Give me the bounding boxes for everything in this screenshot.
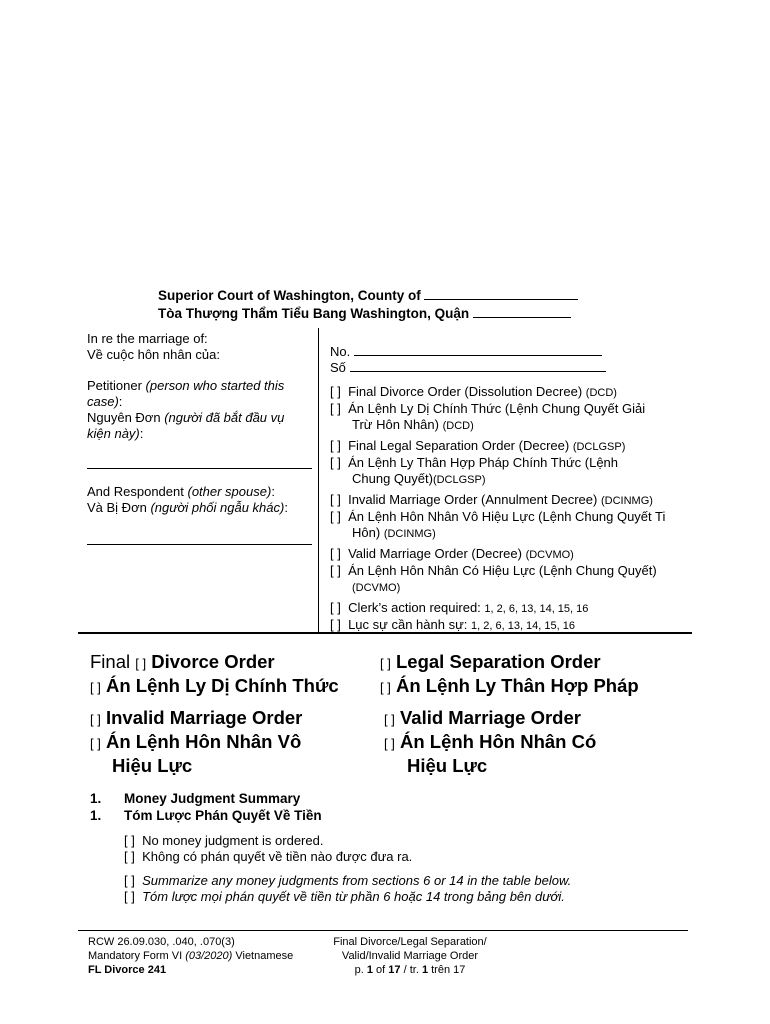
option-invalid-marriage-vi[interactable]: [ ] Án Lệnh Hôn Nhân Vô Hiệu Lực (Lệnh Chung Quyết Ti bbox=[330, 509, 666, 524]
footer-rule bbox=[78, 930, 688, 931]
title-divorce-vi: [ ] Án Lệnh Ly Dị Chính Thức bbox=[90, 675, 339, 696]
no-judgment-block bbox=[124, 833, 571, 905]
title-valid-checkbox[interactable]: [ ] bbox=[384, 712, 395, 727]
title-valid-en: [ ] Valid Marriage Order bbox=[384, 707, 581, 728]
option-legal-separation-en[interactable]: [ ] Final Legal Separation Order (Decree) (DCLGSP) bbox=[330, 438, 626, 453]
petitioner-name-line[interactable] bbox=[87, 468, 312, 469]
option-valid-marriage-vi-cont: (DCVMO) bbox=[352, 582, 401, 594]
section-1-number-en: 1. bbox=[90, 791, 102, 806]
respondent-name-line[interactable] bbox=[87, 544, 312, 545]
caption-bottom-rule bbox=[78, 632, 692, 634]
option-final-divorce-en[interactable]: [ ] Final Divorce Order (Dissolution Decree) (DCD) bbox=[330, 384, 617, 399]
footer-title-1: Final Divorce/Legal Separation/ bbox=[333, 936, 487, 948]
title-separation-checkbox[interactable]: [ ] bbox=[380, 656, 391, 671]
option-valid-marriage-vi[interactable]: [ ] Án Lệnh Hôn Nhân Có Hiệu Lực (Lệnh Chung Quyết) bbox=[330, 563, 657, 578]
footer-rcw: RCW 26.09.030, .040, .070(3) bbox=[88, 936, 235, 948]
title-invalid-vi-cont: Hiệu Lực bbox=[112, 755, 193, 776]
footer-title-2: Valid/Invalid Marriage Order bbox=[341, 950, 479, 962]
case-number-field[interactable] bbox=[354, 355, 602, 356]
court-header-en: Superior Court of Washington, County of bbox=[158, 288, 578, 303]
summarize-option-vi[interactable]: [ ] Tóm lược mọi phán quyết về tiền từ phần 6 hoặc 14 trong bảng bên dưới. bbox=[124, 889, 565, 904]
footer-page-number: p. 1 of 17 / tr. 1 trên 17 bbox=[354, 964, 466, 976]
case-number-vi: Số bbox=[330, 360, 606, 376]
option-clerk-action-en[interactable]: [ ] Clerk’s action required: 1, 2, 6, 13, 14, 15, 16 bbox=[330, 600, 589, 615]
option-invalid-marriage-en[interactable]: [ ] Invalid Marriage Order (Annulment Decree) (DCINMG) bbox=[330, 492, 653, 507]
footer-form-id: FL Divorce 241 bbox=[88, 964, 167, 976]
title-divorce-checkbox[interactable]: [ ] bbox=[135, 656, 147, 671]
doc-type-options bbox=[330, 384, 700, 634]
title-invalid-vi: [ ] Án Lệnh Hôn Nhân Vô bbox=[90, 731, 302, 752]
footer-center bbox=[310, 935, 510, 977]
option-invalid-marriage-vi-cont: Hôn) (DCINMG) bbox=[352, 525, 436, 540]
marriage-label-vi: Về cuộc hôn nhân của: bbox=[87, 347, 220, 362]
option-valid-marriage-en[interactable]: [ ] Valid Marriage Order (Decree) (DCVMO) bbox=[330, 546, 574, 561]
footer-left bbox=[88, 935, 293, 977]
option-clerk-action-vi[interactable]: [ ] Lục sự cần hành sự: 1, 2, 6, 13, 14, 15, 16 bbox=[330, 617, 575, 632]
caption-divider bbox=[318, 328, 319, 633]
title-valid-vi-cont: Hiệu Lực bbox=[407, 755, 488, 776]
title-invalid-checkbox[interactable]: [ ] bbox=[90, 712, 101, 727]
respondent-label-en: And Respondent (other spouse): bbox=[87, 484, 275, 499]
no-judgment-option-vi[interactable]: [ ] Không có phán quyết về tiền nào được đưa ra. bbox=[124, 849, 413, 864]
title-valid-vi: [ ] Án Lệnh Hôn Nhân Có bbox=[384, 731, 597, 752]
respondent-label-vi: Và Bị Đơn (người phối ngẫu khác): bbox=[87, 500, 288, 515]
option-final-divorce-vi[interactable]: [ ] Án Lệnh Ly Dị Chính Thức (Lệnh Chung Quyết Giải bbox=[330, 401, 646, 416]
section-1-title-vi: Tóm Lược Phán Quyết Về Tiền bbox=[124, 808, 322, 823]
title-divorce-en: Final [ ] Divorce Order bbox=[90, 651, 275, 672]
section-1-number-vi: 1. bbox=[90, 808, 102, 823]
court-header-vi: Tòa Thượng Thẩm Tiểu Bang Washington, Quận bbox=[158, 306, 571, 321]
respondent-block bbox=[87, 484, 312, 516]
no-judgment-option-en[interactable]: [ ] No money judgment is ordered. bbox=[124, 833, 324, 848]
caption-left bbox=[87, 331, 309, 442]
marriage-label-en: In re the marriage of: bbox=[87, 331, 208, 346]
option-final-divorce-vi-cont: Trừ Hôn Nhân) (DCD) bbox=[352, 417, 474, 432]
petitioner-label-en: Petitioner (person who started this case): bbox=[87, 378, 285, 409]
petitioner-label-vi: Nguyên Đơn (người đã bắt đầu vụ kiện này): bbox=[87, 410, 285, 441]
title-invalid-en: [ ] Invalid Marriage Order bbox=[90, 707, 303, 728]
case-number-en: No. bbox=[330, 344, 602, 360]
option-legal-separation-vi-cont: Chung Quyết)(DCLGSP) bbox=[352, 471, 486, 486]
section-1-title-en: Money Judgment Summary bbox=[124, 791, 301, 806]
option-legal-separation-vi[interactable]: [ ] Án Lệnh Ly Thân Hợp Pháp Chính Thức (Lệnh bbox=[330, 455, 619, 470]
summarize-option-en[interactable]: [ ] Summarize any money judgments from sections 6 or 14 in the table below. bbox=[124, 873, 572, 888]
title-separation-vi: [ ] Án Lệnh Ly Thân Hợp Pháp bbox=[380, 675, 639, 696]
title-separation-en: [ ] Legal Separation Order bbox=[380, 651, 601, 672]
footer-mandatory: Mandatory Form VI (03/2020) Vietnamese bbox=[88, 950, 294, 962]
